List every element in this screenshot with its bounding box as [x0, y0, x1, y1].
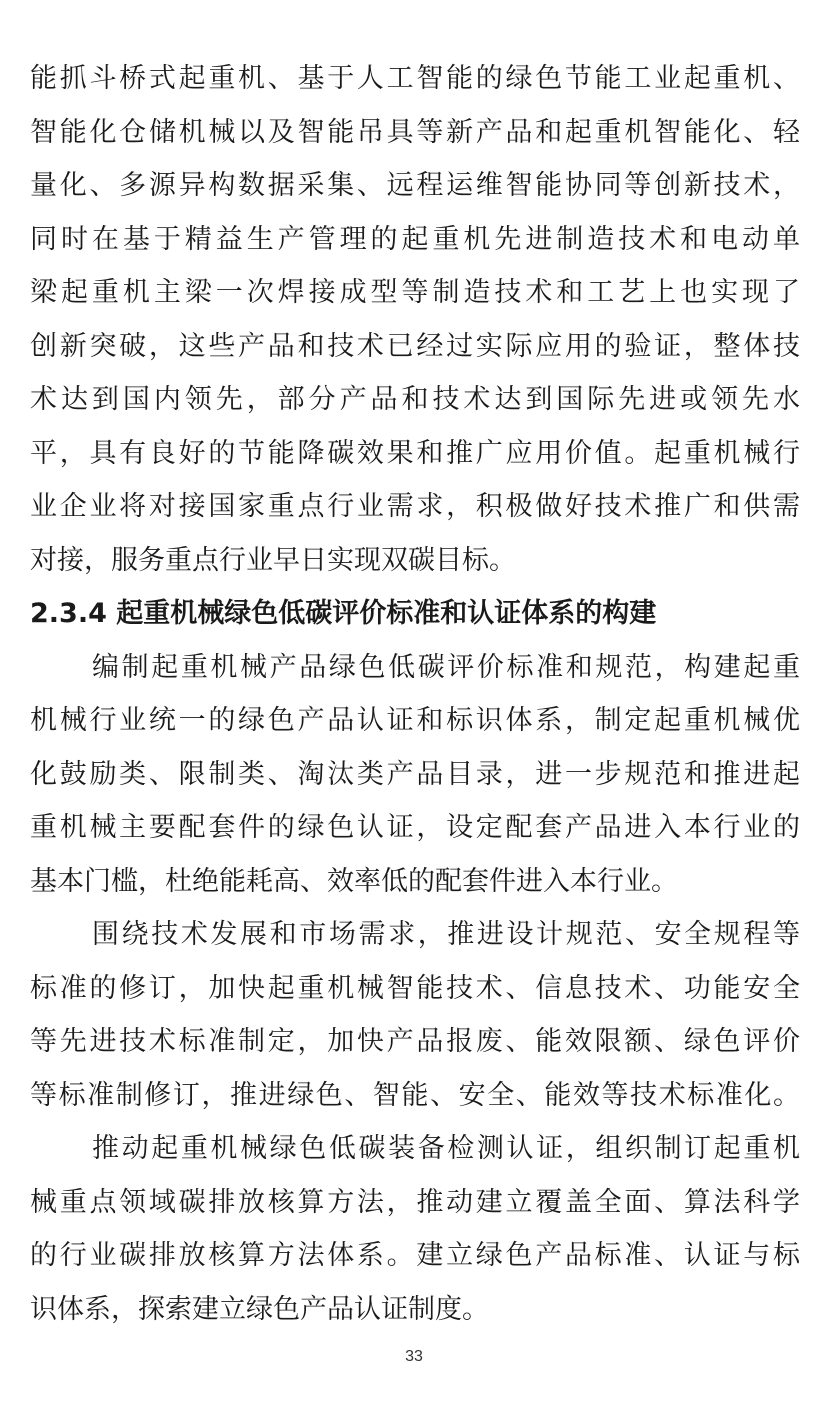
text-line: 的行业碳排放核算方法体系。建立绿色产品标准、认证与标 — [30, 1240, 800, 1271]
text-line: 围绕技术发展和市场需求，推进设计规范、安全规程等 — [92, 919, 800, 950]
text-line: 创新突破，这些产品和技术已经过实际应用的验证，整体技 — [30, 330, 800, 362]
text-line: 编制起重机械产品绿色低碳评价标准和规范，构建起重 — [92, 651, 800, 683]
text-line: 梁起重机主梁一次焊接成型等制造技术和工艺上也实现了 — [30, 277, 800, 308]
text-line: 识体系，探索建立绿色产品认证制度。 — [30, 1293, 489, 1325]
text-line: 术达到国内领先，部分产品和技术达到国际先进或领先水 — [30, 384, 800, 415]
page-number: 33 — [405, 1348, 423, 1365]
text-line: 化鼓励类、限制类、淘汰类产品目录，进一步规范和推进起 — [30, 758, 800, 790]
text-line: 智能化仓储机械以及智能吊具等新产品和起重机智能化、轻 — [30, 116, 800, 148]
text-line: 同时在基于精益生产管理的起重机先进制造技术和电动单 — [30, 223, 800, 255]
text-line: 等标准制修订，推进绿色、智能、安全、能效等技术标准化。 — [30, 1079, 800, 1111]
section-heading: 2.3.4 起重机械绿色低碳评价标准和认证体系的构建 — [30, 598, 657, 629]
text-line: 对接，服务重点行业早日实现双碳目标。 — [30, 544, 516, 576]
text-line: 推动起重机械绿色低碳装备检测认证，组织制订起重机 — [92, 1133, 800, 1164]
paragraph-3 — [30, 908, 800, 1122]
text-line: 机械行业统一的绿色产品认证和标识体系，制定起重机械优 — [30, 705, 800, 736]
paragraph-4 — [30, 1122, 800, 1336]
document-page — [30, 52, 800, 1336]
text-line: 重机械主要配套件的绿色认证，设定配套产品进入本行业的 — [30, 812, 800, 843]
text-line: 基本门槛，杜绝能耗高、效率低的配套件进入本行业。 — [30, 865, 678, 897]
paragraph-2 — [30, 641, 800, 909]
text-line: 能抓斗桥式起重机、基于人工智能的绿色节能工业起重机、 — [30, 63, 800, 94]
text-line: 量化、多源异构数据采集、远程运维智能协同等创新技术， — [30, 170, 800, 201]
text-line: 业企业将对接国家重点行业需求，积极做好技术推广和供需 — [30, 491, 800, 522]
text-line: 等先进技术标准制定，加快产品报废、能效限额、绿色评价 — [30, 1026, 800, 1057]
text-line: 械重点领域碳排放核算方法，推动建立覆盖全面、算法科学 — [30, 1186, 800, 1218]
text-line: 标准的修订，加快起重机械智能技术、信息技术、功能安全 — [30, 972, 800, 1004]
text-line: 平，具有良好的节能降碳效果和推广应用价值。起重机械行 — [30, 437, 800, 469]
paragraph-1 — [30, 52, 800, 587]
